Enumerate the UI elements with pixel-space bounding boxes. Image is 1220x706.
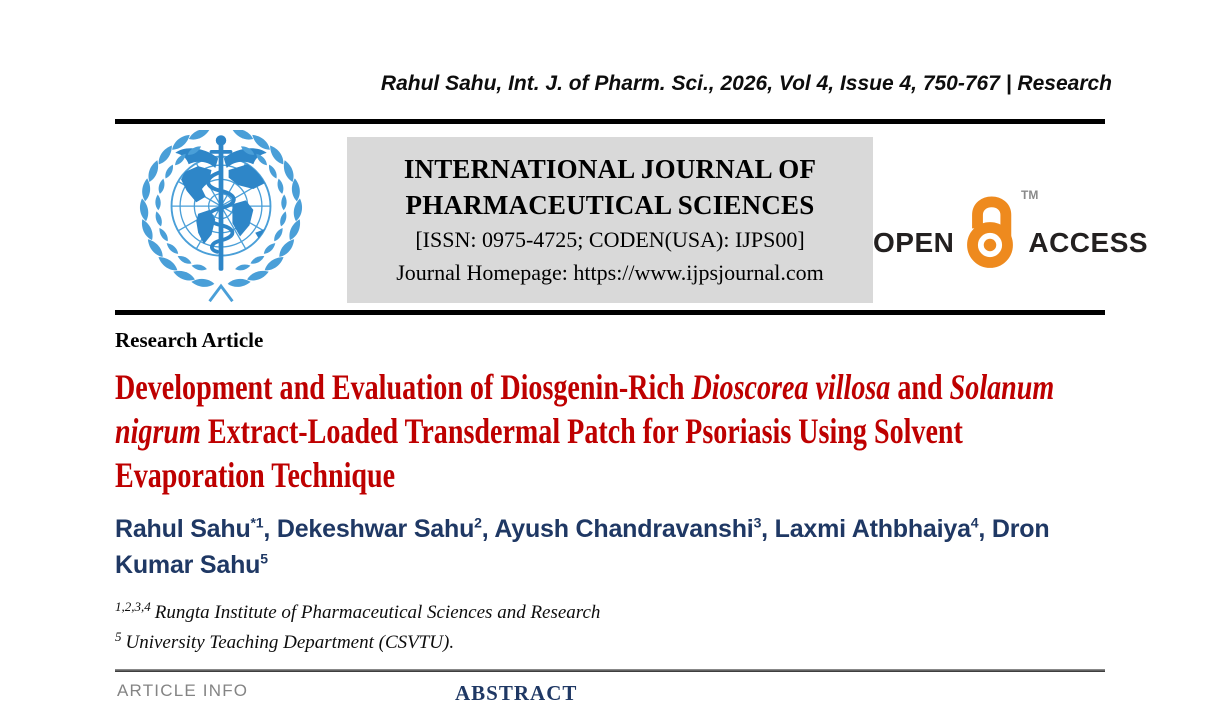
article-info-heading: ARTICLE INFO bbox=[117, 681, 249, 700]
open-access-open-text: OPEN bbox=[873, 227, 955, 258]
title-segment-italic: Dioscorea villosa bbox=[691, 367, 891, 407]
author-list bbox=[115, 511, 1075, 583]
author-name: Dekeshwar Sahu bbox=[276, 515, 475, 543]
author-superscript: 4 bbox=[970, 514, 979, 531]
affiliations bbox=[115, 598, 1075, 658]
masthead bbox=[115, 129, 1149, 307]
journal-homepage: Journal Homepage: https://www.ijpsjournal.com bbox=[396, 260, 824, 285]
affiliation-text: Rungta Institute of Pharmaceutical Sciences and Research bbox=[154, 602, 601, 623]
journal-issn-coden: [ISSN: 0975-4725; CODEN(USA): IJPS00] bbox=[415, 227, 805, 252]
open-access-icon-wrap bbox=[960, 188, 1039, 270]
affiliation-line bbox=[115, 598, 1075, 628]
trademark-symbol: TM bbox=[1021, 188, 1039, 202]
article-title bbox=[115, 365, 1106, 497]
journal-name-line1: INTERNATIONAL JOURNAL OF bbox=[403, 154, 817, 184]
journal-logo bbox=[115, 129, 327, 307]
masthead-bottom-rule bbox=[115, 310, 1105, 315]
affiliation-superscript: 1,2,3,4 bbox=[115, 598, 151, 614]
journal-name-line2: PHARMACEUTICAL SCIENCES bbox=[405, 190, 815, 220]
article-type-label: Research Article bbox=[115, 328, 264, 352]
title-segment: Extract-Loaded Transdermal Patch for Psoriasis Using Solvent Evaporation Technique bbox=[115, 411, 963, 495]
journal-title-box bbox=[347, 137, 873, 303]
author bbox=[494, 515, 774, 543]
author-name: Rahul Sahu bbox=[115, 515, 251, 543]
author-separator: , bbox=[263, 515, 277, 543]
author-superscript: 3 bbox=[753, 514, 762, 531]
title-segment-italic: Solanum nigrum bbox=[115, 367, 1055, 451]
open-access-access-text: ACCESS bbox=[1028, 227, 1149, 258]
section-headings-row bbox=[115, 681, 1105, 705]
author bbox=[277, 515, 494, 543]
author bbox=[775, 515, 992, 543]
author-separator: , bbox=[761, 515, 775, 543]
author bbox=[115, 515, 277, 543]
open-access-logo bbox=[873, 153, 1148, 307]
title-segment: Development and Evaluation of Diosgenin-Rich bbox=[115, 367, 692, 407]
author-separator: , bbox=[481, 515, 495, 543]
author-superscript: *1 bbox=[250, 514, 264, 531]
section-divider-rule bbox=[115, 669, 1105, 672]
affiliation-text: University Teaching Department (CSVTU). bbox=[125, 632, 455, 653]
author-name: Laxmi Athbhaiya bbox=[774, 515, 971, 543]
running-head: Rahul Sahu, Int. J. of Pharm. Sci., 2026, Vol 4, Issue 4, 750-767 | Research bbox=[380, 72, 1112, 95]
author-name: Dron Kumar Sahu bbox=[115, 515, 1050, 579]
top-rule bbox=[115, 119, 1105, 124]
affiliation-line bbox=[115, 628, 1075, 658]
abstract-heading: ABSTRACT bbox=[455, 681, 578, 705]
author-name: Ayush Chandravanshi bbox=[494, 515, 754, 543]
author-superscript: 5 bbox=[260, 550, 268, 567]
open-access-lock-icon bbox=[960, 190, 1020, 270]
title-segment: and bbox=[890, 367, 950, 407]
author-superscript: 2 bbox=[474, 514, 482, 531]
affiliation-superscript: 5 bbox=[115, 628, 122, 644]
who-medical-emblem-icon bbox=[121, 130, 321, 306]
author-separator: , bbox=[978, 515, 992, 543]
